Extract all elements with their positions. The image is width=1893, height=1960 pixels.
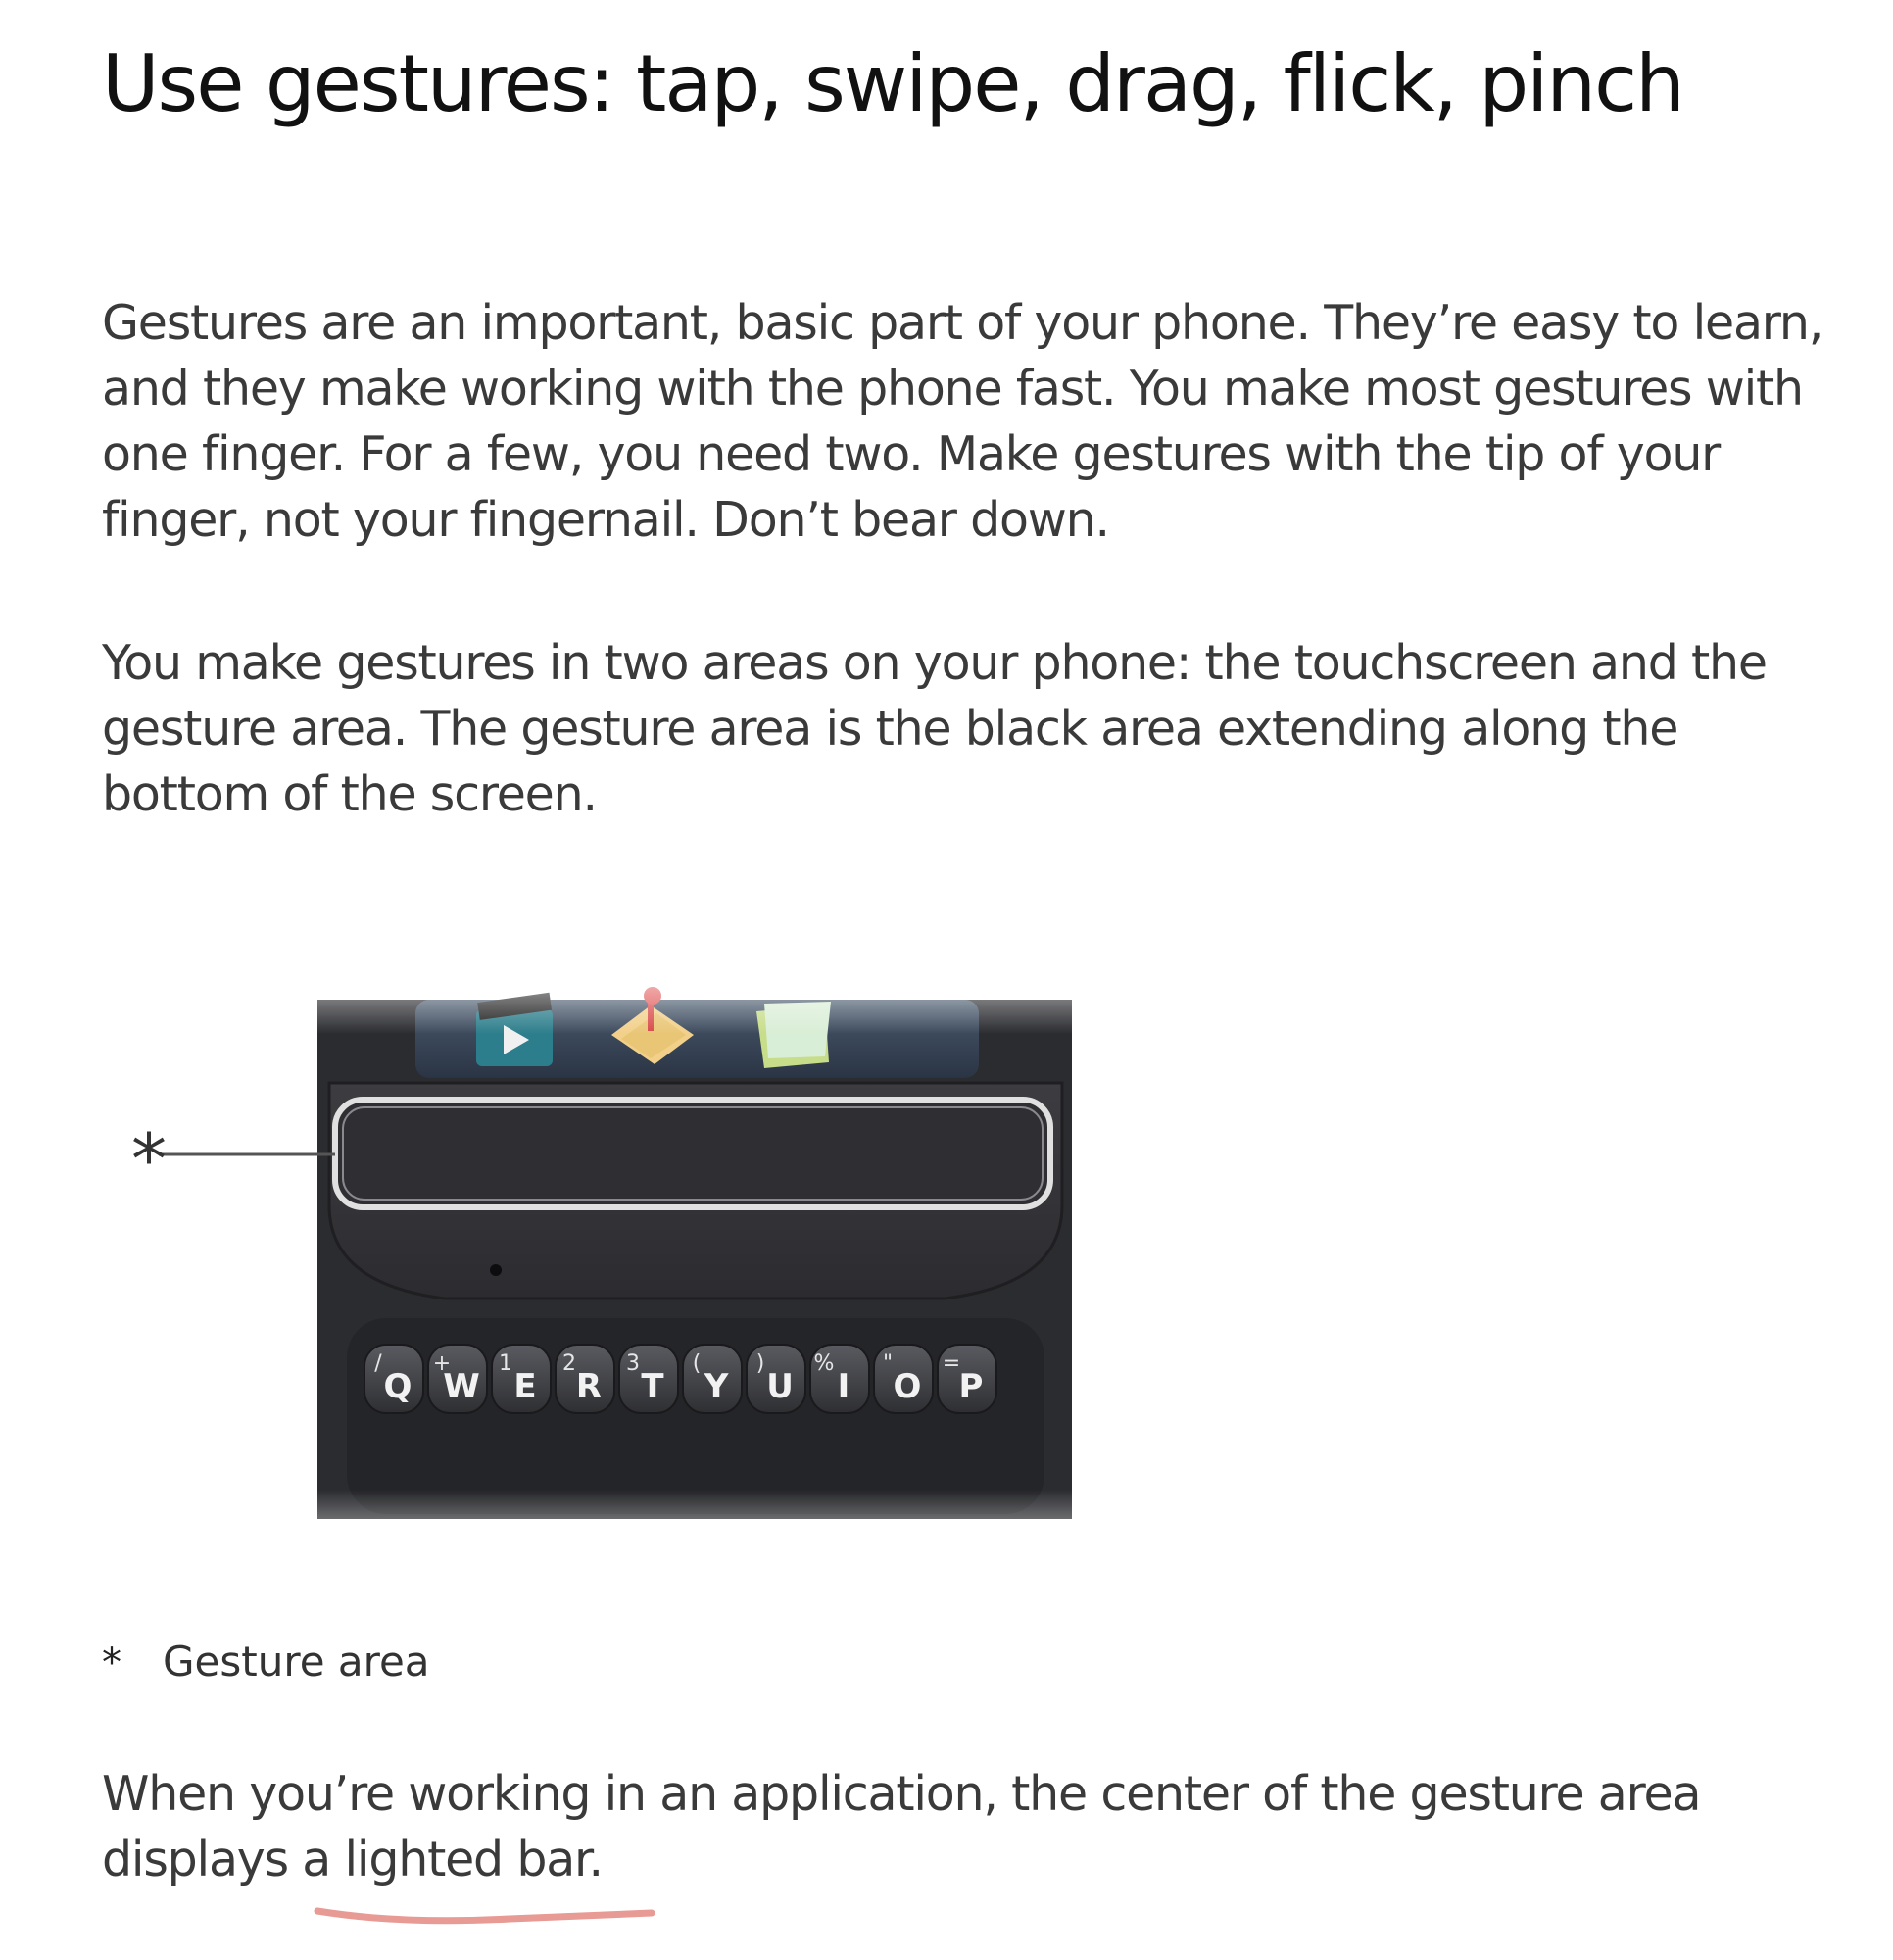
intro-paragraph: Gestures are an important, basic part of your phone. They’re easy to learn, and they make working with the phone fast. You make most gestures with one finger. For a few, you need two. Make gestures with the tip of your finger, not your fingernail. Don’t bear down. xyxy=(102,295,1823,548)
key-label: Y xyxy=(704,1367,729,1406)
page-title: Use gestures: tap, swipe, drag, flick, pinch xyxy=(102,38,1683,129)
key-u xyxy=(747,1345,805,1413)
key-o xyxy=(874,1345,933,1413)
caption-text: Gesture area xyxy=(163,1638,430,1686)
caption-marker: * xyxy=(102,1641,121,1686)
key-label: R xyxy=(575,1367,603,1406)
key-alt-label: 2 xyxy=(562,1351,576,1376)
gesture-area-highlight xyxy=(335,1100,1050,1207)
key-i xyxy=(810,1345,869,1413)
key-p xyxy=(938,1345,996,1413)
phone-body xyxy=(317,1000,1072,1519)
key-label: P xyxy=(958,1367,984,1406)
key-e xyxy=(492,1345,551,1413)
key-label: T xyxy=(641,1367,664,1406)
gesture-areas-paragraph: You make gestures in two areas on your phone: the touchscreen and the gesture area. The gesture area is the black area extending along the bottom of the screen. xyxy=(102,635,1767,822)
key-label: E xyxy=(513,1367,537,1406)
phone-gesture-area-figure xyxy=(102,941,1180,1588)
closing-paragraph: When you’re working in an application, the center of the gesture area displays a lighted bar. xyxy=(102,1766,1701,1887)
key-alt-label: 1 xyxy=(499,1351,512,1376)
key-label: I xyxy=(837,1367,850,1406)
gesture-area-callout xyxy=(131,1118,335,1200)
key-alt-label: % xyxy=(813,1351,835,1376)
key-alt-label: ( xyxy=(692,1351,702,1376)
key-y xyxy=(683,1345,742,1413)
callout-marker: * xyxy=(131,1118,167,1200)
key-alt-label: / xyxy=(374,1351,382,1376)
key-label: O xyxy=(893,1367,922,1406)
key-label: U xyxy=(766,1367,794,1406)
key-label: W xyxy=(443,1367,480,1406)
key-r xyxy=(556,1345,614,1413)
key-t xyxy=(619,1345,678,1413)
key-alt-label: + xyxy=(432,1351,452,1376)
mic-dot xyxy=(490,1264,502,1276)
key-alt-label: 3 xyxy=(626,1351,640,1376)
key-w xyxy=(428,1345,487,1413)
handwritten-underline xyxy=(314,1899,656,1929)
key-alt-label: ) xyxy=(755,1351,765,1376)
key-label: Q xyxy=(383,1367,413,1406)
key-alt-label: " xyxy=(882,1351,894,1376)
key-q xyxy=(364,1345,423,1413)
figure-caption xyxy=(102,1633,430,1692)
key-alt-label: = xyxy=(942,1351,961,1376)
